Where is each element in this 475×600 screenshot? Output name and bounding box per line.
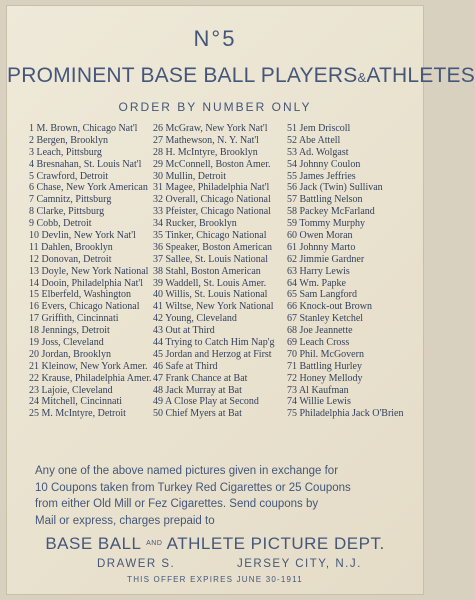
- list-item: 43 Out at Third: [153, 325, 215, 337]
- list-item: 41 Wiltse, New York National: [153, 301, 274, 313]
- offer-line: Mail or express, charges prepaid to: [35, 514, 215, 527]
- list-item: 40 Willis, St. Louis National: [153, 289, 268, 301]
- list-item: 18 Jennings, Detroit: [29, 325, 110, 337]
- list-item: 38 Stahl, Boston American: [153, 265, 261, 277]
- list-item: 22 Krause, Philadelphia Amer.: [29, 372, 152, 384]
- list-item: 30 Mullin, Detroit: [153, 170, 227, 182]
- list-item: 48 Jack Murray at Bat: [153, 384, 242, 396]
- list-item: 17 Griffith, Cincinnati: [29, 313, 119, 325]
- list-item: 28 H. McIntyre, Brooklyn: [153, 146, 258, 158]
- list-item: 52 Abe Attell: [287, 134, 341, 146]
- list-item: 32 Overall, Chicago National: [153, 194, 271, 206]
- list-item: 39 Waddell, St. Louis Amer.: [153, 277, 267, 289]
- drawer-address: DRAWER S.: [97, 558, 176, 570]
- list-item: 19 Joss, Cleveland: [29, 337, 104, 349]
- player-column-2: [153, 123, 275, 420]
- coupon-card: [6, 5, 475, 595]
- list-item: 14 Dooin, Philadelphia Nat'l: [29, 277, 144, 289]
- page-title: [7, 64, 475, 88]
- list-item: 16 Evers, Chicago National: [29, 301, 140, 313]
- list-item: 27 Mathewson, N. Y. Nat'l: [153, 134, 259, 146]
- list-item: 51 Jem Driscoll: [287, 123, 351, 134]
- list-item: 21 Kleinow, New York Amer.: [29, 360, 148, 372]
- list-item: 74 Willie Lewis: [287, 396, 351, 408]
- list-item: 4 Bresnahan, St. Louis Nat'l: [29, 158, 142, 170]
- list-item: 24 Mitchell, Cincinnati: [29, 396, 123, 408]
- list-item: 70 Phil. McGovern: [287, 348, 364, 360]
- title-main: PROMINENT BASE BALL PLAYERS: [7, 64, 358, 87]
- list-item: 13 Doyle, New York National: [29, 265, 149, 277]
- list-item: 15 Elberfeld, Washington: [29, 289, 132, 301]
- player-column-3: [287, 123, 404, 420]
- list-item: 31 Magee, Philadelphia Nat'l: [153, 182, 270, 194]
- offer-line: 10 Coupons taken from Turkey Red Cigarettes or 25 Coupons: [35, 481, 351, 494]
- list-item: 20 Jordan, Brooklyn: [29, 348, 111, 360]
- list-item: 75 Philadelphia Jack O'Brien: [287, 408, 404, 420]
- list-item: 2 Bergen, Brooklyn: [29, 134, 108, 146]
- list-item: 58 Packey McFarland: [287, 206, 375, 218]
- dept-start: BASE BALL: [45, 534, 141, 553]
- list-item: 60 Owen Moran: [287, 230, 353, 242]
- dept-and: AND: [146, 540, 163, 547]
- list-item: 8 Clarke, Pittsburg: [29, 206, 105, 218]
- list-item: 10 Devlin, New York Nat'l: [29, 230, 136, 242]
- offer-text: [35, 463, 401, 529]
- list-item: 3 Leach, Pittsburg: [29, 146, 102, 158]
- dept-end: ATHLETE PICTURE DEPT.: [166, 534, 385, 553]
- page-subtitle: ORDER BY NUMBER ONLY: [118, 100, 312, 114]
- title-ampersand: &: [357, 70, 367, 85]
- list-item: 23 Lajoie, Cleveland: [29, 384, 113, 396]
- list-item: 56 Jack (Twin) Sullivan: [287, 182, 383, 194]
- city-address: JERSEY CITY, N.J.: [237, 558, 362, 570]
- list-item: 45 Jordan and Herzog at First: [153, 348, 272, 360]
- list-item: 12 Donovan, Detroit: [29, 253, 112, 265]
- expiration-notice: THIS OFFER EXPIRES JUNE 30-1911: [127, 575, 303, 584]
- list-item: 11 Dahlen, Brooklyn: [29, 241, 113, 253]
- player-column-1: [29, 123, 151, 420]
- list-item: 62 Jimmie Gardner: [287, 253, 365, 265]
- list-item: 1 M. Brown, Chicago Nat'l: [29, 123, 138, 134]
- list-item: 25 M. McIntyre, Detroit: [29, 408, 126, 420]
- list-item: 63 Harry Lewis: [287, 265, 350, 277]
- list-item: 57 Battling Nelson: [287, 194, 363, 206]
- list-item: 36 Speaker, Boston American: [153, 241, 273, 253]
- department-name: [7, 534, 423, 554]
- list-item: 64 Wm. Papke: [287, 277, 346, 289]
- list-item: 71 Battling Hurley: [287, 360, 362, 372]
- list-item: 53 Ad. Wolgast: [287, 146, 349, 158]
- list-item: 61 Johnny Marto: [287, 241, 356, 253]
- list-item: 59 Tommy Murphy: [287, 218, 366, 230]
- list-item: 50 Chief Myers at Bat: [153, 408, 242, 420]
- list-item: 29 McConnell, Boston Amer.: [153, 158, 271, 170]
- list-item: 37 Sallee, St. Louis National: [153, 253, 268, 265]
- list-item: 9 Cobb, Detroit: [29, 218, 92, 230]
- list-item: 47 Frank Chance at Bat: [153, 372, 248, 384]
- list-item: 35 Tinker, Chicago National: [153, 230, 267, 242]
- list-item: 66 Knock-out Brown: [287, 301, 372, 313]
- list-item: 73 Al Kaufman: [287, 384, 349, 396]
- list-item: 6 Chase, New York American: [29, 182, 148, 194]
- list-item: 34 Rucker, Brooklyn: [153, 218, 237, 230]
- title-end: ATHLETES: [366, 64, 475, 87]
- list-item: 7 Camnitz, Pittsburg: [29, 194, 112, 206]
- list-number: N°5: [193, 26, 237, 51]
- list-item: 65 Sam Langford: [287, 289, 357, 301]
- list-item: 26 McGraw, New York Nat'l: [153, 123, 268, 134]
- list-item: 49 A Close Play at Second: [153, 396, 259, 408]
- list-item: 42 Young, Cleveland: [153, 313, 237, 325]
- list-item: 44 Trying to Catch Him Nap'g: [153, 337, 275, 349]
- list-item: 5 Crawford, Detroit: [29, 170, 109, 182]
- list-item: 55 James Jeffries: [287, 170, 356, 182]
- offer-line: from either Old Mill or Fez Cigarettes. Send coupons by: [35, 498, 319, 510]
- list-item: 46 Safe at Third: [153, 360, 218, 372]
- list-item: 72 Honey Mellody: [287, 372, 363, 384]
- list-item: 69 Leach Cross: [287, 337, 350, 349]
- list-item: 54 Johnny Coulon: [287, 158, 361, 170]
- list-item: 68 Joe Jeannette: [287, 325, 353, 337]
- list-item: 33 Pfeister, Chicago National: [153, 206, 271, 218]
- list-item: 67 Stanley Ketchel: [287, 313, 364, 325]
- offer-line: Any one of the above named pictures given in exchange for: [35, 465, 339, 477]
